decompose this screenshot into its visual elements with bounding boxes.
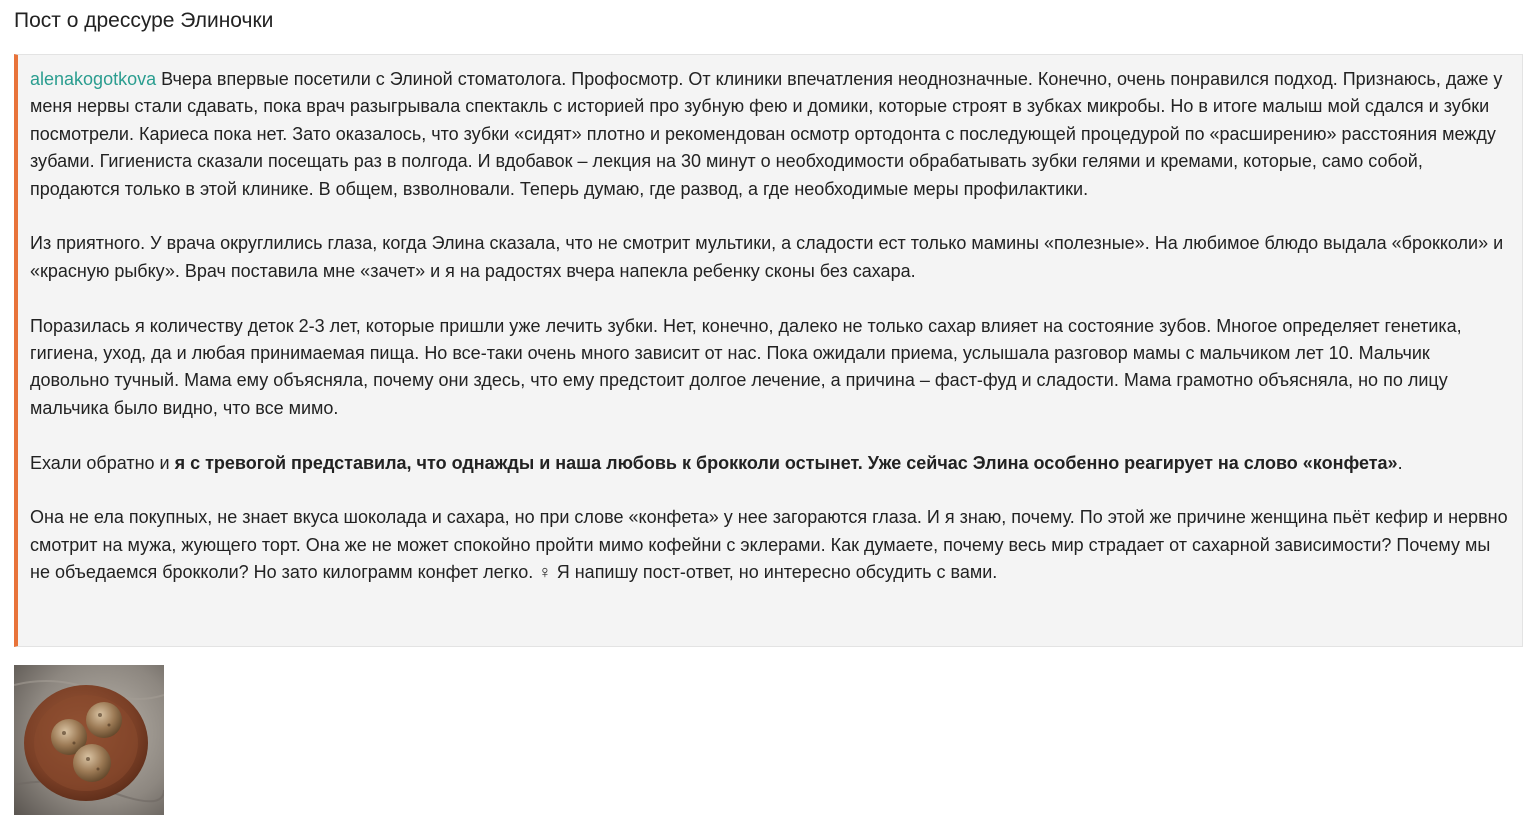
post-paragraph-4-start: Ехали обратно и bbox=[30, 452, 175, 473]
post-paragraph-4-end: . bbox=[1397, 452, 1403, 473]
post-photo[interactable] bbox=[14, 665, 164, 815]
post-paragraph-1 bbox=[30, 66, 1508, 203]
post-paragraph-4 bbox=[30, 450, 1508, 477]
post-paragraph-3: Поразилась я количеству деток 2-3 лет, которые пришли уже лечить зубки. Нет, конечно, далеко не только сахар влияет на состояние зубов. Многое определяет генетика, гигиена, уход, да и любая принимаемая пища. Но все-таки очень много зависит от нас. Пока ожидали приема, услышала разговор мамы с мальчиком лет 10. Мальчик довольно тучный. Мама ему объясняла, почему они здесь, что ему предстоит долгое лечение, а причина – фаст-фуд и сладости. Мама грамотно объясняла, но по лицу мальчика было видно, что все мимо. bbox=[30, 315, 1462, 418]
author-link[interactable]: alenakogotkova bbox=[30, 69, 157, 89]
post-paragraph-2: Из приятного. У врача округлились глаза, когда Элина сказала, что не смотрит мультики, а сладости ест только мамины «полезные». На любимое блюдо выдала «брокколи» и «красную рыбку». Врач поставила мне «зачет» и я на радостях вчера напекла ребенку сконы без сахара. bbox=[30, 233, 1504, 281]
post-paragraph-5: Она не ела покупных, не знает вкуса шоколада и сахара, но при слове «конфета» у нее загораются глаза. И я знаю, почему. По этой же причине женщина пьёт кефир и нервно смотрит на мужа, жующего торт. Она же не может спокойно пройти мимо кофейни с эклерами. Как думаете, почему весь мир страдает от сахарной зависимости? Почему мы не объедаемся брокколи? Но зато килограмм конфет легко. ♀ Я напишу пост-ответ, но интересно обсудить с вами. bbox=[30, 507, 1508, 583]
post-paragraph-4-bold: я с тревогой представила, что однажды и наша любовь к брокколи остынет. Уже сейчас Элина особенно реагирует на слово «конфета» bbox=[174, 452, 1398, 473]
post-paragraph-1-text: Вчера впервые посетили с Элиной стоматолога. Профосмотр. От клиники впечатления неоднозначные. Конечно, очень понравился подход. Признаюсь, даже у меня нервы стали сдавать, пока врач разыгрывала спектакль с историей про зубную фею и домики, которые строят в зубках микробы. Но в итоге малыш мой сдался и зубки посмотрели. Кариеса пока нет. Зато оказалось, что зубки «сидят» плотно и рекомендован осмотр ортодонта с последующей процедурой по «расширению» расстояния между зубами. Гигиениста сказали посещать раз в полгода. И вдобавок – лекция на 30 минут о необходимости обрабатывать зубки гелями и кремами, которые, само собой, продаются только в этой клинике. В общем, взволновали. Теперь думаю, где развод, а где необходимые меры профилактики. bbox=[30, 69, 1503, 199]
post-quote-block bbox=[14, 54, 1523, 647]
page-title: Пост о дрессуре Элиночки bbox=[14, 9, 274, 32]
